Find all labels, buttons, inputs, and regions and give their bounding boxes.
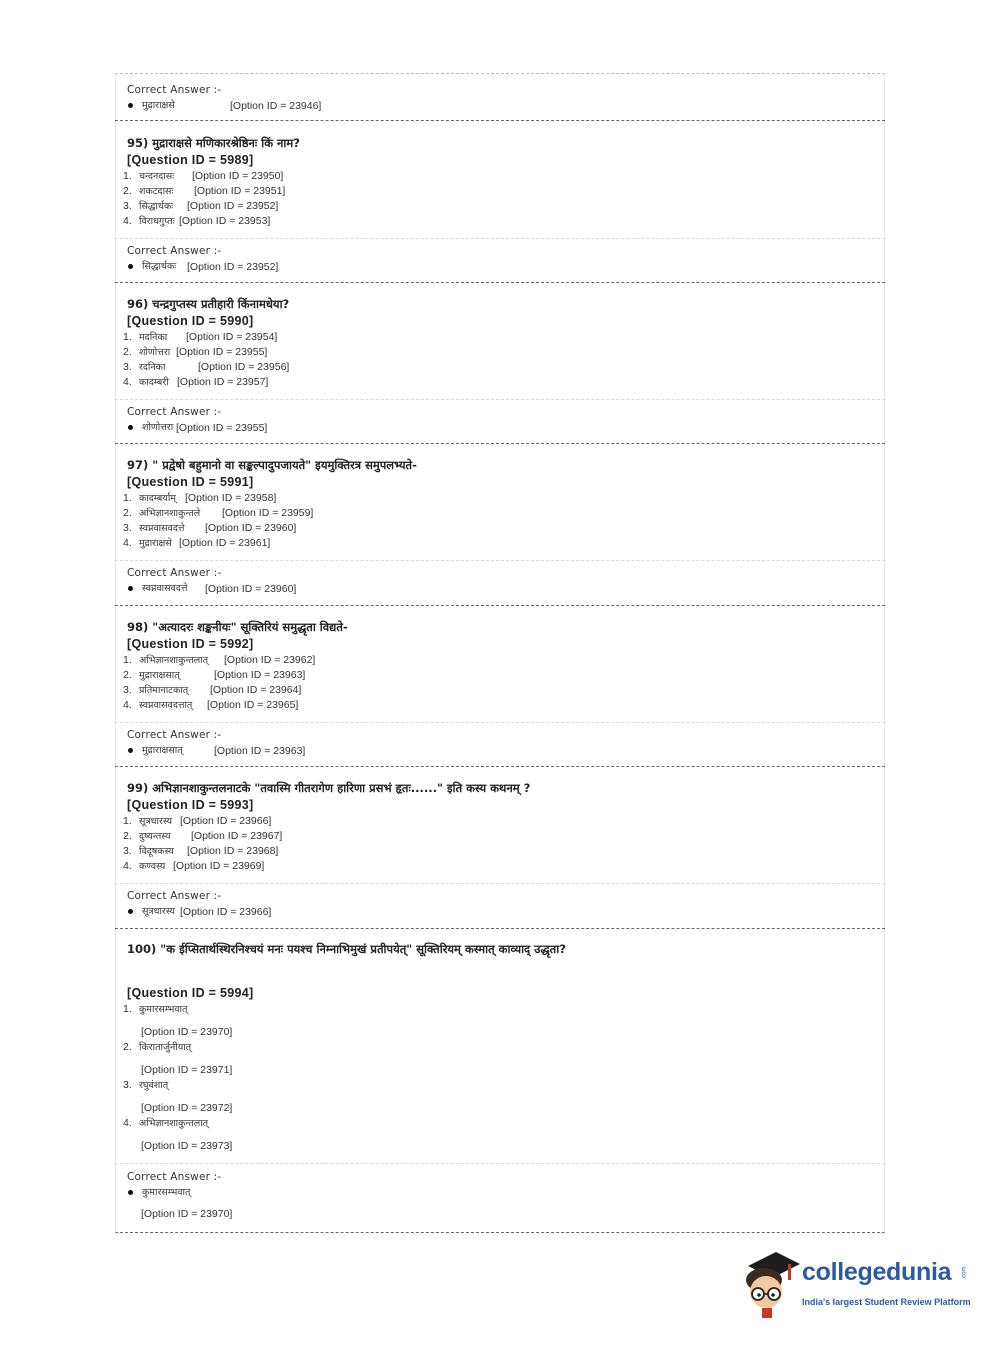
correct-answer-label: Correct Answer :-	[127, 84, 222, 96]
option-item: 1. सूत्रधारस्य [Option ID = 23966]	[123, 815, 272, 827]
bullet-icon	[128, 425, 133, 430]
question-title: 100) "क ईप्सितार्थस्थिरनिश्चयं मनः पयश्च निम्नाभिमुखं प्रतीपयेत्" सूक्तिरियम् कस्मात् काव्याद् उद्धृता?	[127, 942, 566, 956]
option-item: 4. कादम्बरी [Option ID = 23957]	[123, 376, 269, 388]
answer-divider	[115, 399, 885, 400]
option-item: 2. मुद्राराक्षसात् [Option ID = 23963]	[123, 669, 306, 681]
answer-text: मुद्राराक्षसे	[142, 100, 175, 111]
question-title: 95) मुद्राराक्षसे मणिकारश्रेष्ठिनः किं नाम?	[127, 136, 300, 150]
question-title: 96) चन्द्रगुप्तस्य प्रतीहारी किंनामधेया?	[127, 297, 290, 311]
correct-answer-label: Correct Answer :-	[127, 1171, 222, 1183]
section-divider	[115, 443, 885, 444]
option-item: 3. रदनिका [Option ID = 23956]	[123, 361, 290, 373]
option-item: 4. मुद्राराक्षसे [Option ID = 23961]	[123, 537, 271, 549]
answer-block-96	[115, 404, 885, 436]
option-id-line: [Option ID = 23970]	[141, 1026, 233, 1038]
question-title: 97) " प्रद्वेषो बहुमानो वा सङ्कल्पादुपजायते" इयमुक्तिरत्र समुपलभ्यते-	[127, 458, 417, 472]
option-item: 2. शकटदासः [Option ID = 23951]	[123, 185, 286, 197]
question-100	[115, 941, 885, 958]
option-item: 2. अभिज्ञानशाकुन्तले [Option ID = 23959]	[123, 507, 314, 519]
correct-answer-label: Correct Answer :-	[127, 406, 222, 418]
section-divider	[115, 766, 885, 767]
option-item: 1. चन्दनदासः [Option ID = 23950]	[123, 170, 284, 182]
correct-answer-row	[127, 98, 885, 114]
correct-answer-row: कुमारसम्भवात्	[127, 1185, 885, 1207]
question-title: 98) "अत्यादरः शङ्कनीयः" सूक्तिरियं समुद्धृता विद्यते-	[127, 620, 348, 634]
answer-option-id: [Option ID = 23946]	[230, 100, 322, 112]
question-100-body	[115, 985, 885, 1154]
correct-answer-label: Correct Answer :-	[127, 729, 222, 741]
question-99	[115, 780, 885, 874]
question-id: [Question ID = 5993]	[127, 798, 254, 812]
answer-divider	[115, 1163, 885, 1164]
answer-block-94	[115, 82, 885, 114]
bullet-icon	[128, 586, 133, 591]
option-item: 4. कण्वस्य [Option ID = 23969]	[123, 860, 265, 872]
brand-domain: .com	[961, 1266, 968, 1280]
option-item: 4. अभिज्ञानशाकुन्तलात्	[123, 1117, 209, 1129]
option-item: 3. स्वप्नवासवदत्ते [Option ID = 23960]	[123, 522, 297, 534]
option-id-line: [Option ID = 23971]	[141, 1064, 233, 1076]
correct-answer-row: मुद्राराक्षसात् [Option ID = 23963]	[127, 743, 885, 759]
correct-answer-row: स्वप्नवासवदत्ते [Option ID = 23960]	[127, 581, 885, 597]
option-item: 2. दुष्यन्तस्य [Option ID = 23967]	[123, 830, 283, 842]
option-item: 4. विराधगुप्तः [Option ID = 23953]	[123, 215, 271, 227]
brand-tagline: India's largest Student Review Platform	[802, 1297, 971, 1307]
answer-divider	[115, 722, 885, 723]
question-id: [Question ID = 5991]	[127, 475, 254, 489]
question-98	[115, 619, 885, 713]
question-id: [Question ID = 5990]	[127, 314, 254, 328]
option-item: 4. स्वप्नवासवदत्तात् [Option ID = 23965]	[123, 699, 299, 711]
option-item: 2. किरातार्जुनीयात्	[123, 1041, 192, 1053]
answer-block-95	[115, 243, 885, 275]
correct-answer-row: शोणोत्तरा [Option ID = 23955]	[127, 420, 885, 436]
option-item: 2. शोणोत्तरा [Option ID = 23955]	[123, 346, 268, 358]
question-id: [Question ID = 5994]	[127, 986, 254, 1000]
section-divider	[115, 282, 885, 283]
option-item: 1. मदनिका [Option ID = 23954]	[123, 331, 278, 343]
question-id: [Question ID = 5992]	[127, 637, 254, 651]
option-item: 3. रघुवंशात्	[123, 1079, 169, 1091]
option-item: 3. विदूषकस्य [Option ID = 23968]	[123, 845, 279, 857]
question-title: 99) अभिज्ञानशाकुन्तलनाटके "तवास्मि गीतरागेण हारिणा प्रसभं हृतः......" इति कस्य कथनम् ?	[127, 781, 531, 795]
correct-answer-label: Correct Answer :-	[127, 567, 222, 579]
answer-block-97	[115, 565, 885, 597]
option-id-line: [Option ID = 23972]	[141, 1102, 233, 1114]
answer-divider	[115, 238, 885, 239]
answer-block-100	[115, 1169, 885, 1222]
answer-divider	[115, 883, 885, 884]
section-divider	[115, 120, 885, 121]
mascot-icon	[742, 1248, 802, 1318]
section-divider	[115, 605, 885, 606]
question-96	[115, 296, 885, 390]
option-id-line: [Option ID = 23970]	[141, 1208, 233, 1220]
section-divider	[115, 928, 885, 929]
correct-answer-label: Correct Answer :-	[127, 890, 222, 902]
question-95	[115, 135, 885, 229]
correct-answer-row: सिद्धार्थकः [Option ID = 23952]	[127, 259, 885, 275]
collegedunia-logo	[742, 1248, 972, 1318]
brand-name: collegedunia	[802, 1258, 952, 1286]
answer-divider	[115, 560, 885, 561]
correct-answer-label: Correct Answer :-	[127, 245, 222, 257]
option-item: 1. अभिज्ञानशाकुन्तलात् [Option ID = 23962]	[123, 654, 316, 666]
answer-block-99	[115, 888, 885, 920]
correct-answer-row: सूत्रधारस्य [Option ID = 23966]	[127, 904, 885, 920]
option-item: 1. कादम्बर्याम् [Option ID = 23958]	[123, 492, 277, 504]
option-id-line: [Option ID = 23973]	[141, 1140, 233, 1152]
bullet-icon	[128, 748, 133, 753]
answer-block-98	[115, 727, 885, 759]
question-id: [Question ID = 5989]	[127, 153, 254, 167]
option-item: 3. प्रतिमानाटकात् [Option ID = 23964]	[123, 684, 302, 696]
bullet-icon	[128, 909, 133, 914]
bullet-icon	[128, 1190, 133, 1195]
question-97	[115, 457, 885, 551]
option-item: 1. कुमारसम्भवात्	[123, 1003, 188, 1015]
bullet-icon	[128, 103, 133, 108]
option-item: 3. सिद्धार्थकः [Option ID = 23952]	[123, 200, 279, 212]
bullet-icon	[128, 264, 133, 269]
